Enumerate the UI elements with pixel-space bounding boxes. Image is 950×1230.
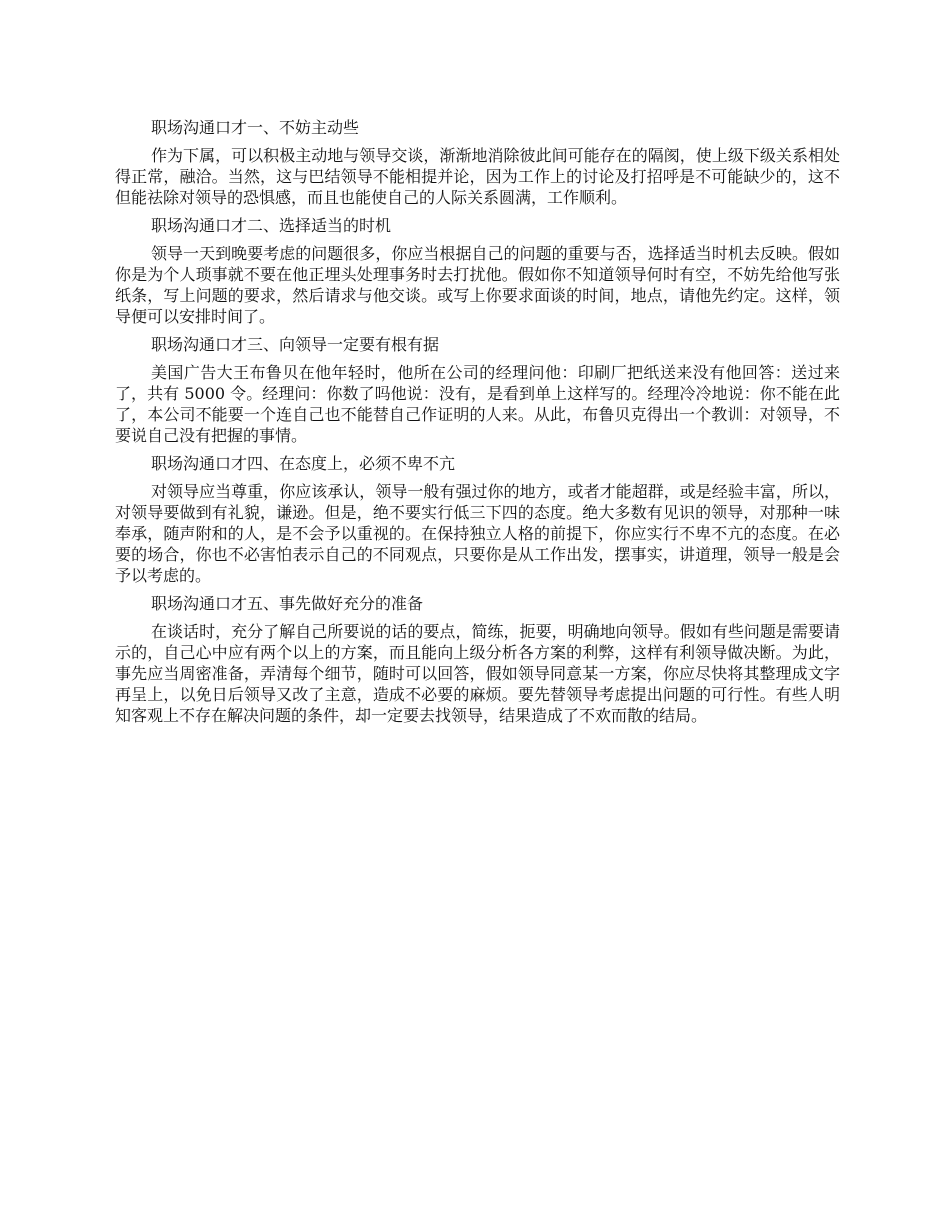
section-paragraph: 美国广告大王布鲁贝在他年轻时，他所在公司的经理问他：印刷厂把纸送来没有他回答：送过来了，共有 5000 令。经理问：你数了吗他说：没有，是看到单上这样写的。经理冷冷地说：你不能在此了，本公司不能要一个连自己也不能替自己作证明的人来。从此，布鲁贝克得出一个教训：对领导，不要说自己没有把握的事情。 [115,363,840,445]
section-3 [115,334,840,446]
section-5 [115,593,840,726]
document-page [115,117,840,733]
section-paragraph: 在谈话时，充分了解自己所要说的话的要点，简练，扼要，明确地向领导。假如有些问题是需要请示的，自己心中应有两个以上的方案，而且能向上级分析各方案的利弊，这样有利领导做决断。为此，事先应当周密准备，弄清每个细节，随时可以回答，假如领导同意某一方案，你应尽快将其整理成文字再呈上，以免日后领导又改了主意，造成不必要的麻烦。要先替领导考虑提出问题的可行性。有些人明知客观上不存在解决问题的条件，却一定要去找领导，结果造成了不欢而散的结局。 [115,622,840,725]
section-heading: 职场沟通口才一、不妨主动些 [151,118,360,137]
section-paragraph: 领导一天到晚要考虑的问题很多，你应当根据自己的问题的重要与否，选择适当时机去反映。假如你是为个人琐事就不要在他正埋头处理事务时去打扰他。假如你不知道领导何时有空，不妨先给他写张纸条，写上问题的要求，然后请求与他交谈。或写上你要求面谈的时间，地点，请他先约定。这样，领导便可以安排时间了。 [115,244,840,326]
section-paragraph: 作为下属，可以积极主动地与领导交谈，渐渐地消除彼此间可能存在的隔阂，使上级下级关系相处得正常，融洽。当然，这与巴结领导不能相提并论，因为工作上的讨论及打招呼是不可能缺少的，这不但能祛除对领导的恐惧感，而且也能使自己的人际关系圆满，工作顺利。 [115,146,840,207]
section-heading: 职场沟通口才三、向领导一定要有根有据 [151,335,440,354]
section-4 [115,453,840,586]
section-heading: 职场沟通口才二、选择适当的时机 [151,216,392,235]
section-2 [115,215,840,327]
section-paragraph: 对领导应当尊重，你应该承认，领导一般有强过你的地方，或者才能超群，或是经验丰富，所以，对领导要做到有礼貌，谦逊。但是，绝不要实行低三下四的态度。绝大多数有见识的领导，对那种一味奉承，随声附和的人，是不会予以重视的。在保持独立人格的前提下，你应实行不卑不亢的态度。在必要的场合，你也不必害怕表示自己的不同观点，只要你是从工作出发，摆事实，讲道理，领导一般是会予以考虑的。 [115,482,840,585]
section-heading: 职场沟通口才四、在态度上，必须不卑不亢 [151,454,456,473]
section-1 [115,117,840,208]
section-heading: 职场沟通口才五、事先做好充分的准备 [151,594,424,613]
